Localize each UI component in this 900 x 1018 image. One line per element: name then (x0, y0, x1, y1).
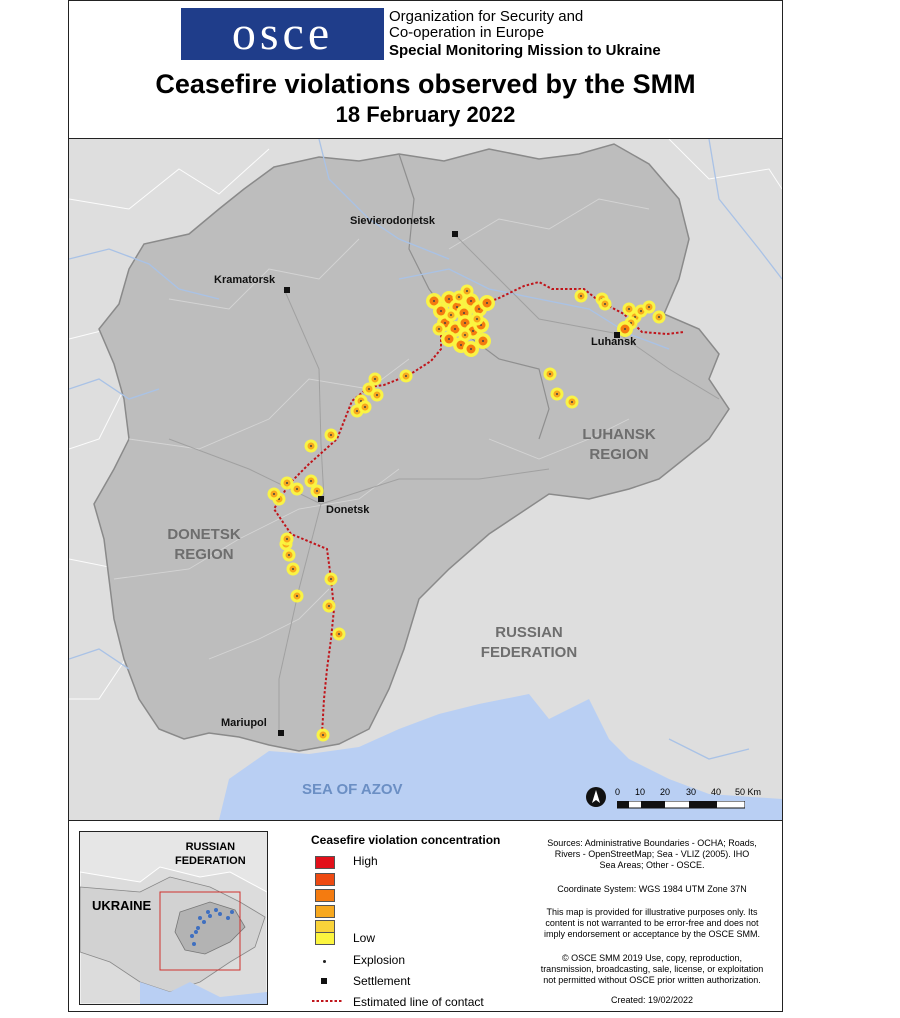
explosion-dot (628, 308, 630, 310)
explosion-dot (464, 334, 466, 336)
explosion-dot (328, 605, 330, 607)
explosion-dot (322, 734, 324, 736)
region-label-line: FEDERATION (480, 644, 578, 661)
explosion-dot (440, 310, 442, 312)
explosion-dot (470, 348, 472, 350)
scale-bar (615, 787, 782, 811)
ramp-swatch (315, 873, 335, 886)
explosion-dot (571, 401, 573, 403)
inset-label-line: RUSSIAN (185, 841, 236, 853)
inset-russia-label (175, 840, 246, 868)
explosion-dot (330, 434, 332, 436)
explosion-dot (464, 322, 466, 324)
disclaimer-line: This map is provided for illustrative purposes only. Its (546, 907, 758, 917)
settlement-square-icon (321, 978, 327, 984)
settlement-label: Mariupol (221, 717, 267, 729)
settlement-marker (278, 730, 284, 736)
region-label-line: DONETSK (167, 526, 241, 543)
explosion-dot (374, 378, 376, 380)
explosion-dot (338, 633, 340, 635)
explosion-dot (640, 310, 642, 312)
legend-low-label: Low (353, 931, 376, 945)
settlement-label: Sievierodonetsk (350, 215, 435, 227)
scale-tick-label: 30 (686, 787, 697, 797)
legend-area (69, 820, 782, 1011)
ramp-swatch (315, 889, 335, 902)
copyright-line: not permitted without OSCE prior written authorization. (543, 975, 761, 985)
ramp-swatch (315, 905, 335, 918)
settlement-marker (284, 287, 290, 293)
ramp-swatch-low (315, 932, 335, 945)
explosion-dot (456, 306, 458, 308)
scale-bar-graphic (617, 801, 745, 809)
settlement-label: Luhansk (591, 336, 637, 348)
region-label-line: REGION (589, 446, 649, 463)
explosion-dot (478, 308, 480, 310)
settlement-label: Kramatorsk (214, 274, 276, 286)
explosion-dot (310, 445, 312, 447)
copyright-line: transmission, broadcasting, sale, license, or exploitation (540, 964, 764, 974)
explosion-dot (273, 493, 275, 495)
map-frame (68, 0, 783, 1012)
contact-line-icon (312, 998, 342, 1004)
explosion-dot (549, 373, 551, 375)
donetsk-region-label (159, 525, 249, 565)
explosion-dot (556, 393, 558, 395)
explosion-dot (448, 298, 450, 300)
explosion-dot (448, 338, 450, 340)
legend-contact-line-label: Estimated line of contact (353, 995, 484, 1009)
map-area (69, 139, 782, 820)
explosion-dot (472, 330, 474, 332)
explosion-dot-icon (323, 960, 326, 963)
map-header (69, 1, 782, 139)
copyright-block (527, 953, 777, 986)
explosion-dot (486, 302, 488, 304)
luhansk-region-label (574, 425, 664, 465)
explosion-dot (624, 328, 626, 330)
mission-name: Special Monitoring Mission to Ukraine (389, 42, 661, 59)
created-date: Created: 19/02/2022 (610, 995, 694, 1005)
settlement-marker (318, 496, 324, 502)
explosion-dot (433, 300, 435, 302)
explosion-dot (463, 312, 465, 314)
explosion-dot (310, 480, 312, 482)
scale-tick-label: 50 Km (735, 787, 762, 797)
region-label-line: RUSSIAN (495, 624, 563, 641)
legend-explosion-label: Explosion (353, 953, 406, 967)
explosion-dot (376, 394, 378, 396)
explosion-dot (438, 328, 440, 330)
disclaimer-block (527, 907, 777, 940)
ramp-swatch-high (315, 856, 335, 869)
explosion-dot (450, 314, 452, 316)
explosion-dot (476, 318, 478, 320)
scale-tick-label: 20 (660, 787, 671, 797)
disclaimer-line: content is not warranted to be error-free and does not (545, 918, 759, 928)
scale-tick-label: 0 (615, 787, 621, 797)
org-name-line1: Organization for Security and (389, 8, 584, 25)
settlement-marker (452, 231, 458, 237)
sources-line: Rivers - OpenStreetMap; Sea - VLIZ (2005). IHO (554, 849, 750, 859)
osce-logo (181, 8, 384, 60)
legend-high-label: High (353, 854, 378, 868)
explosion-dot (648, 306, 650, 308)
region-label-line: LUHANSK (582, 426, 656, 443)
sources-line: Sea Areas; Other - OSCE. (599, 860, 705, 870)
settlement-label: Donetsk (326, 504, 370, 516)
explosion-dot (444, 322, 446, 324)
explosion-dot (658, 316, 660, 318)
explosion-dot (405, 375, 407, 377)
explosion-dot (580, 295, 582, 297)
explosion-dot (470, 300, 472, 302)
overview-inset-map (79, 831, 268, 1005)
explosion-dot (296, 595, 298, 597)
map-date: 18 February 2022 (335, 102, 516, 127)
explosion-dot (286, 538, 288, 540)
sources-block (527, 838, 777, 871)
legend-settlement-label: Settlement (353, 974, 411, 988)
region-label-line: REGION (174, 546, 234, 563)
scale-tick-label: 10 (635, 787, 646, 797)
explosion-dot (330, 578, 332, 580)
explosion-dot (364, 406, 366, 408)
copyright-line: © OSCE SMM 2019 Use, copy, reproduction, (561, 953, 743, 963)
explosion-dot (604, 303, 606, 305)
explosion-dot (288, 554, 290, 556)
north-arrow-icon (586, 787, 606, 807)
russian-federation-label (469, 623, 589, 663)
map-canvas (69, 139, 782, 820)
explosion-dot (460, 344, 462, 346)
inset-label-line: FEDERATION (175, 855, 246, 867)
sea-label: SEA OF AZOV (302, 781, 403, 798)
explosion-dot (454, 328, 456, 330)
sources-line: Sources: Administrative Boundaries - OCHA; Roads, (547, 838, 757, 848)
explosion-dot (356, 410, 358, 412)
explosion-dot (292, 568, 294, 570)
map-title: Ceasefire violations observed by the SMM (155, 69, 696, 99)
explosion-dot (316, 490, 318, 492)
disclaimer-line: imply endorsement or acceptance by the OSCE SMM. (543, 929, 761, 939)
legend-title: Ceasefire violation concentration (311, 833, 501, 847)
osce-logo-text: osce (231, 7, 334, 60)
org-name-line2: Co-operation in Europe (389, 24, 545, 41)
explosion-dot (458, 296, 460, 298)
explosion-dot (466, 290, 468, 292)
explosion-dot (482, 340, 484, 342)
scale-tick-label: 40 (711, 787, 722, 797)
explosion-dot (296, 488, 298, 490)
inset-ukraine-label: UKRAINE (92, 898, 152, 913)
explosion-dot (368, 388, 370, 390)
coordinate-system: Coordinate System: WGS 1984 UTM Zone 37N (557, 884, 747, 894)
explosion-dot (286, 482, 288, 484)
